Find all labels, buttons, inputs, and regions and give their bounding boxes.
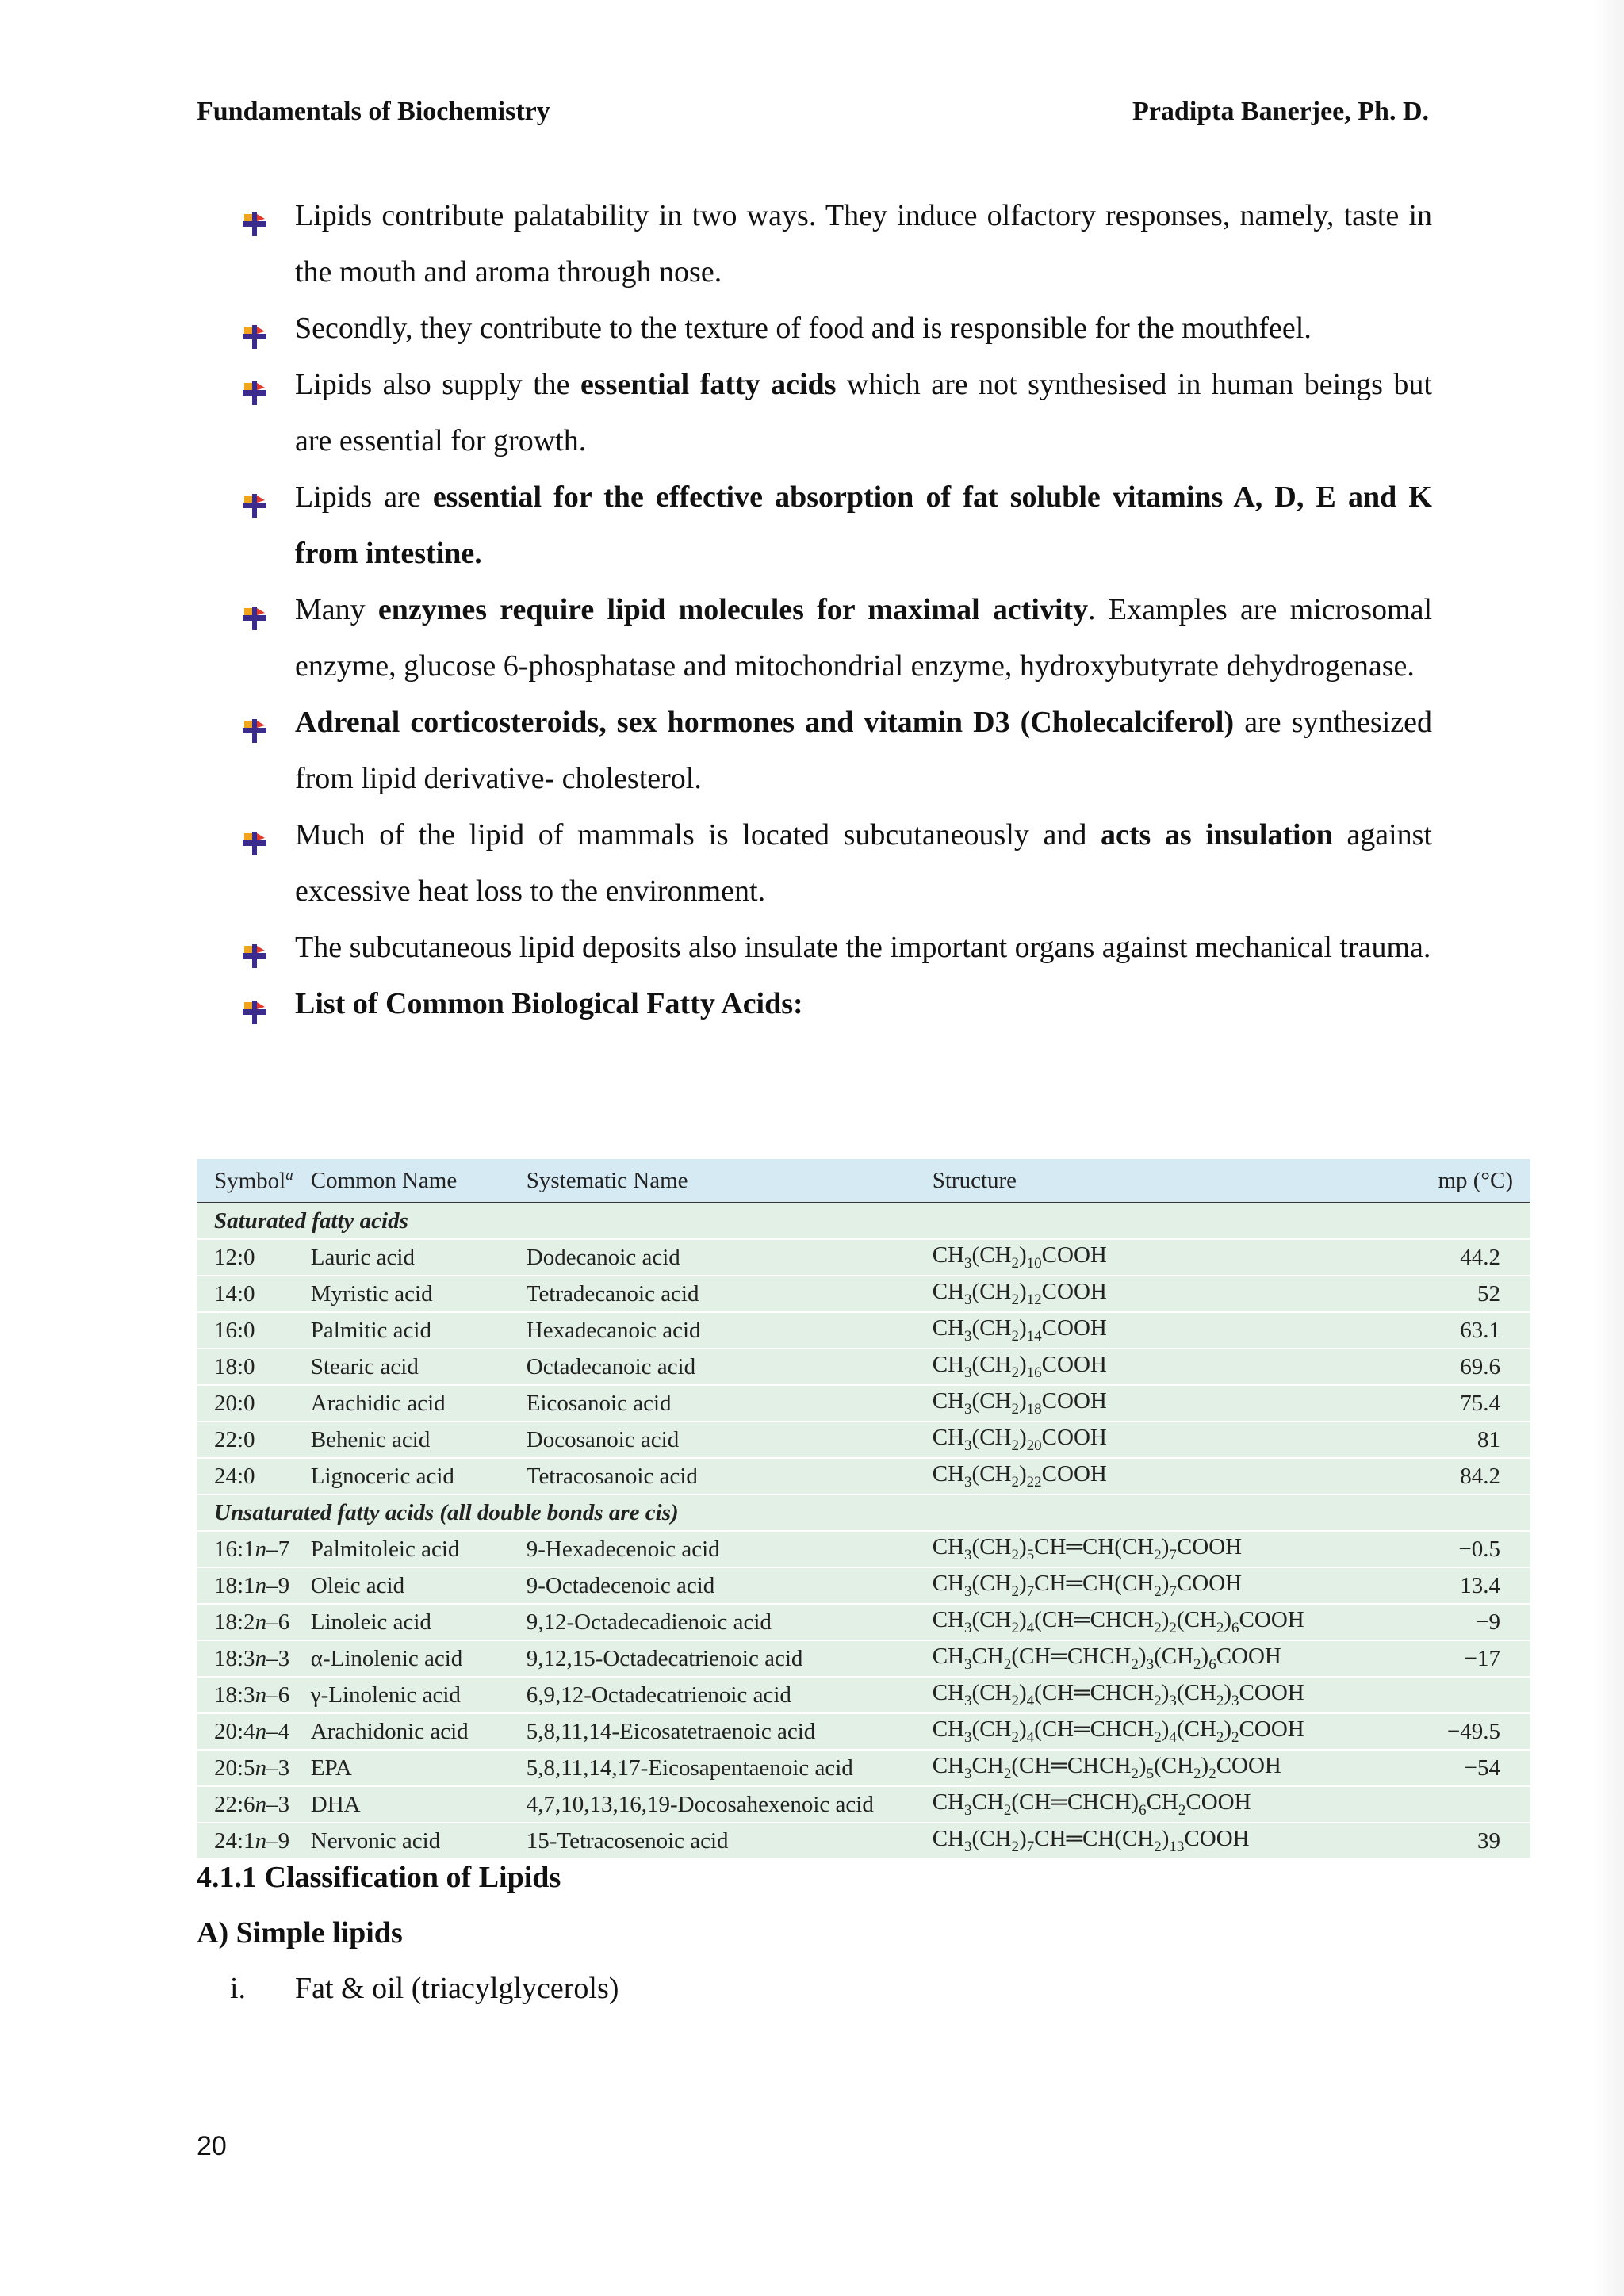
bullet-text: The subcutaneous lipid deposits also insulate the important organs against mechanical trauma. <box>295 931 1431 964</box>
cell-mp <box>1400 1677 1530 1713</box>
cell-systematic: Octadecanoic acid <box>509 1349 915 1385</box>
cell-symbol: 20:0 <box>197 1385 293 1422</box>
table-row <box>197 1640 1530 1677</box>
cell-systematic: Hexadecanoic acid <box>509 1312 915 1349</box>
cell-mp: −49.5 <box>1400 1713 1530 1750</box>
table-row <box>197 1458 1530 1494</box>
cell-systematic: 9-Hexadecenoic acid <box>509 1531 915 1567</box>
cell-systematic: 6,9,12-Octadecatrienoic acid <box>509 1677 915 1713</box>
cell-symbol: 22:0 <box>197 1422 293 1458</box>
bullet-text: are synthesized from lipid derivative- cholesterol. <box>295 706 1432 795</box>
cell-symbol: 18:3n–3 <box>197 1640 293 1677</box>
cell-structure: $CH_3CH_2(CH═CHCH)_6CH_2COOH$ <box>915 1786 1400 1823</box>
bullet-item <box>241 582 1432 695</box>
cell-symbol: 16:0 <box>197 1312 293 1349</box>
list-item <box>230 1971 619 2006</box>
cell-common: Nervonic acid <box>293 1823 509 1859</box>
bullet-text: Lipids contribute palatability in two ways. They induce olfactory responses, namely, taste in the mouth and aroma through nose. <box>295 199 1432 289</box>
bullet-icon <box>241 595 268 622</box>
cell-symbol: 12:0 <box>197 1239 293 1276</box>
list-item-number: i. <box>230 1972 247 2005</box>
cell-structure: $CH_3(CH_2)_4(CH═CHCH_2)_4(CH_2)_2COOH$ <box>915 1713 1400 1750</box>
fatty-acids-table <box>197 1159 1530 1860</box>
cell-systematic: Eicosanoic acid <box>509 1385 915 1422</box>
bullet-list <box>241 188 1432 1032</box>
table-row <box>197 1750 1530 1786</box>
cell-mp: −17 <box>1400 1640 1530 1677</box>
cell-common: γ-Linolenic acid <box>293 1677 509 1713</box>
cell-common: Palmitic acid <box>293 1312 509 1349</box>
cell-systematic: 9-Octadecenoic acid <box>509 1567 915 1604</box>
cell-structure: $CH_3(CH_2)_{10}COOH$ <box>915 1239 1400 1276</box>
bullet-text: Much of the lipid of mammals is located subcutaneously and <box>295 818 1101 851</box>
table-row <box>197 1677 1530 1713</box>
cell-structure: $CH_3(CH_2)_{14}COOH$ <box>915 1312 1400 1349</box>
header-symbol: Symbol$^a$ <box>197 1159 293 1203</box>
cell-mp: 63.1 <box>1400 1312 1530 1349</box>
cell-common: Oleic acid <box>293 1567 509 1604</box>
cell-mp: 81 <box>1400 1422 1530 1458</box>
bullet-icon <box>241 820 268 847</box>
bullet-text: Many <box>295 593 378 626</box>
bullet-text: Secondly, they contribute to the texture of food and is responsible for the mouthfeel. <box>295 312 1312 345</box>
cell-systematic: Tetracosanoic acid <box>509 1458 915 1494</box>
cell-mp: 69.6 <box>1400 1349 1530 1385</box>
table-section-row <box>197 1494 1530 1531</box>
cell-symbol: 16:1n–7 <box>197 1531 293 1567</box>
table-row <box>197 1422 1530 1458</box>
bullet-item <box>241 469 1432 582</box>
cell-structure: $CH_3(CH_2)_{18}COOH$ <box>915 1385 1400 1422</box>
cell-common: Palmitoleic acid <box>293 1531 509 1567</box>
table-row <box>197 1276 1530 1312</box>
cell-common: EPA <box>293 1750 509 1786</box>
cell-symbol: 14:0 <box>197 1276 293 1312</box>
cell-systematic: 4,7,10,13,16,19-Docosahexenoic acid <box>509 1786 915 1823</box>
cell-mp: 13.4 <box>1400 1567 1530 1604</box>
cell-structure: $CH_3(CH_2)_5CH═CH(CH_2)_7COOH$ <box>915 1531 1400 1567</box>
cell-mp: 84.2 <box>1400 1458 1530 1494</box>
cell-structure: $CH_3(CH_2)_{16}COOH$ <box>915 1349 1400 1385</box>
table-row <box>197 1713 1530 1750</box>
cell-symbol: 18:3n–6 <box>197 1677 293 1713</box>
bullet-text: Lipids also supply the <box>295 368 580 401</box>
table-row <box>197 1786 1530 1823</box>
table-row <box>197 1531 1530 1567</box>
table-section-title: Unsaturated fatty acids (all double bonds are cis) <box>197 1494 1530 1531</box>
table-row <box>197 1312 1530 1349</box>
cell-mp: 52 <box>1400 1276 1530 1312</box>
header-melting-point: mp (°C) <box>1400 1159 1530 1203</box>
header-systematic-name: Systematic Name <box>509 1159 915 1203</box>
cell-symbol: 24:0 <box>197 1458 293 1494</box>
bullet-text: . Examples are microsomal enzyme, glucose 6-phosphatase and mitochondrial enzyme, hydroxybutyrate dehydrogenase. <box>295 593 1433 683</box>
page-edge-shadow <box>1592 0 1624 2296</box>
cell-systematic: 5,8,11,14-Eicosatetraenoic acid <box>509 1713 915 1750</box>
cell-mp: 44.2 <box>1400 1239 1530 1276</box>
table-header-row <box>197 1159 1530 1203</box>
cell-systematic: 9,12-Octadecadienoic acid <box>509 1604 915 1640</box>
cell-structure: $CH_3(CH_2)_7CH═CH(CH_2)_{13}COOH$ <box>915 1823 1400 1859</box>
bullet-item <box>241 357 1432 469</box>
cell-common: α-Linolenic acid <box>293 1640 509 1677</box>
cell-common: Stearic acid <box>293 1349 509 1385</box>
bullet-icon <box>241 932 268 959</box>
table-row <box>197 1823 1530 1859</box>
bullet-item <box>241 976 1432 1032</box>
cell-symbol: 18:2n–6 <box>197 1604 293 1640</box>
cell-common: Myristic acid <box>293 1276 509 1312</box>
author-name: Pradipta Banerjee, Ph. D. <box>1132 97 1429 126</box>
cell-structure: $CH_3CH_2(CH═CHCH_2)_3(CH_2)_6COOH$ <box>915 1640 1400 1677</box>
table-row <box>197 1385 1530 1422</box>
cell-symbol: 18:1n–9 <box>197 1567 293 1604</box>
list-item-text: Fat & oil (triacylglycerols) <box>295 1972 619 2005</box>
cell-mp: −54 <box>1400 1750 1530 1786</box>
bullet-icon <box>241 201 268 228</box>
bullet-text: which are not synthesised in human beings but are essential for growth. <box>295 368 1432 457</box>
cell-structure: $CH_3(CH_2)_{22}COOH$ <box>915 1458 1400 1494</box>
cell-symbol: 24:1n–9 <box>197 1823 293 1859</box>
bullet-item <box>241 920 1432 976</box>
cell-systematic: 9,12,15-Octadecatrienoic acid <box>509 1640 915 1677</box>
table-row <box>197 1239 1530 1276</box>
header-common-name: Common Name <box>293 1159 509 1203</box>
table-row <box>197 1604 1530 1640</box>
cell-systematic: Docosanoic acid <box>509 1422 915 1458</box>
cell-symbol: 20:4n–4 <box>197 1713 293 1750</box>
cell-symbol: 18:0 <box>197 1349 293 1385</box>
bullet-item <box>241 695 1432 807</box>
bullet-item <box>241 300 1432 357</box>
subsection-heading: A) Simple lipids <box>197 1916 403 1950</box>
bullet-icon <box>241 989 268 1016</box>
cell-common: Lauric acid <box>293 1239 509 1276</box>
bullet-item <box>241 188 1432 300</box>
cell-systematic: Tetradecanoic acid <box>509 1276 915 1312</box>
cell-common: Arachidic acid <box>293 1385 509 1422</box>
cell-structure: $CH_3(CH_2)_{12}COOH$ <box>915 1276 1400 1312</box>
bullet-item <box>241 807 1432 920</box>
cell-symbol: 20:5n–3 <box>197 1750 293 1786</box>
bullet-icon <box>241 313 268 340</box>
bullet-text: Adrenal corticosteroids, sex hormones and vitamin D3 (Cholecalciferol) <box>295 706 1235 739</box>
cell-mp: 39 <box>1400 1823 1530 1859</box>
header-structure: Structure <box>915 1159 1400 1203</box>
cell-common: DHA <box>293 1786 509 1823</box>
cell-structure: $CH_3CH_2(CH═CHCH_2)_5(CH_2)_2COOH$ <box>915 1750 1400 1786</box>
cell-common: Arachidonic acid <box>293 1713 509 1750</box>
table-section-title: Saturated fatty acids <box>197 1203 1530 1239</box>
bullet-text: against excessive heat loss to the environment. <box>295 818 1432 908</box>
cell-systematic: 5,8,11,14,17-Eicosapentaenoic acid <box>509 1750 915 1786</box>
cell-structure: $CH_3(CH_2)_7CH═CH(CH_2)_7COOH$ <box>915 1567 1400 1604</box>
cell-structure: $CH_3(CH_2)_4(CH═CHCH_2)_2(CH_2)_6COOH$ <box>915 1604 1400 1640</box>
cell-structure: $CH_3(CH_2)_{20}COOH$ <box>915 1422 1400 1458</box>
page-number: 20 <box>197 2131 227 2161</box>
cell-mp <box>1400 1786 1530 1823</box>
bullet-text: essential fatty acids <box>580 368 837 401</box>
section-heading: 4.1.1 Classification of Lipids <box>197 1861 561 1894</box>
table-row <box>197 1567 1530 1604</box>
bullet-icon <box>241 482 268 509</box>
cell-structure: $CH_3(CH_2)_4(CH═CHCH_2)_3(CH_2)_3COOH$ <box>915 1677 1400 1713</box>
book-title: Fundamentals of Biochemistry <box>197 97 550 126</box>
bullet-icon <box>241 707 268 734</box>
cell-mp: −0.5 <box>1400 1531 1530 1567</box>
bullet-icon <box>241 369 268 396</box>
cell-common: Lignoceric acid <box>293 1458 509 1494</box>
table-section-row <box>197 1203 1530 1239</box>
cell-common: Linoleic acid <box>293 1604 509 1640</box>
cell-systematic: 15-Tetracosenoic acid <box>509 1823 915 1859</box>
cell-mp: 75.4 <box>1400 1385 1530 1422</box>
cell-symbol: 22:6n–3 <box>197 1786 293 1823</box>
bullet-text: List of Common Biological Fatty Acids: <box>295 987 803 1020</box>
cell-common: Behenic acid <box>293 1422 509 1458</box>
cell-mp: −9 <box>1400 1604 1530 1640</box>
bullet-text: Lipids are <box>295 480 433 514</box>
bullet-text: acts as insulation <box>1100 818 1333 851</box>
bullet-text: enzymes require lipid molecules for maximal activity <box>377 593 1089 626</box>
cell-systematic: Dodecanoic acid <box>509 1239 915 1276</box>
bullet-text: essential for the effective absorption of fat soluble vitamins A, D, E and K from intestine. <box>295 480 1432 570</box>
table-row <box>197 1349 1530 1385</box>
